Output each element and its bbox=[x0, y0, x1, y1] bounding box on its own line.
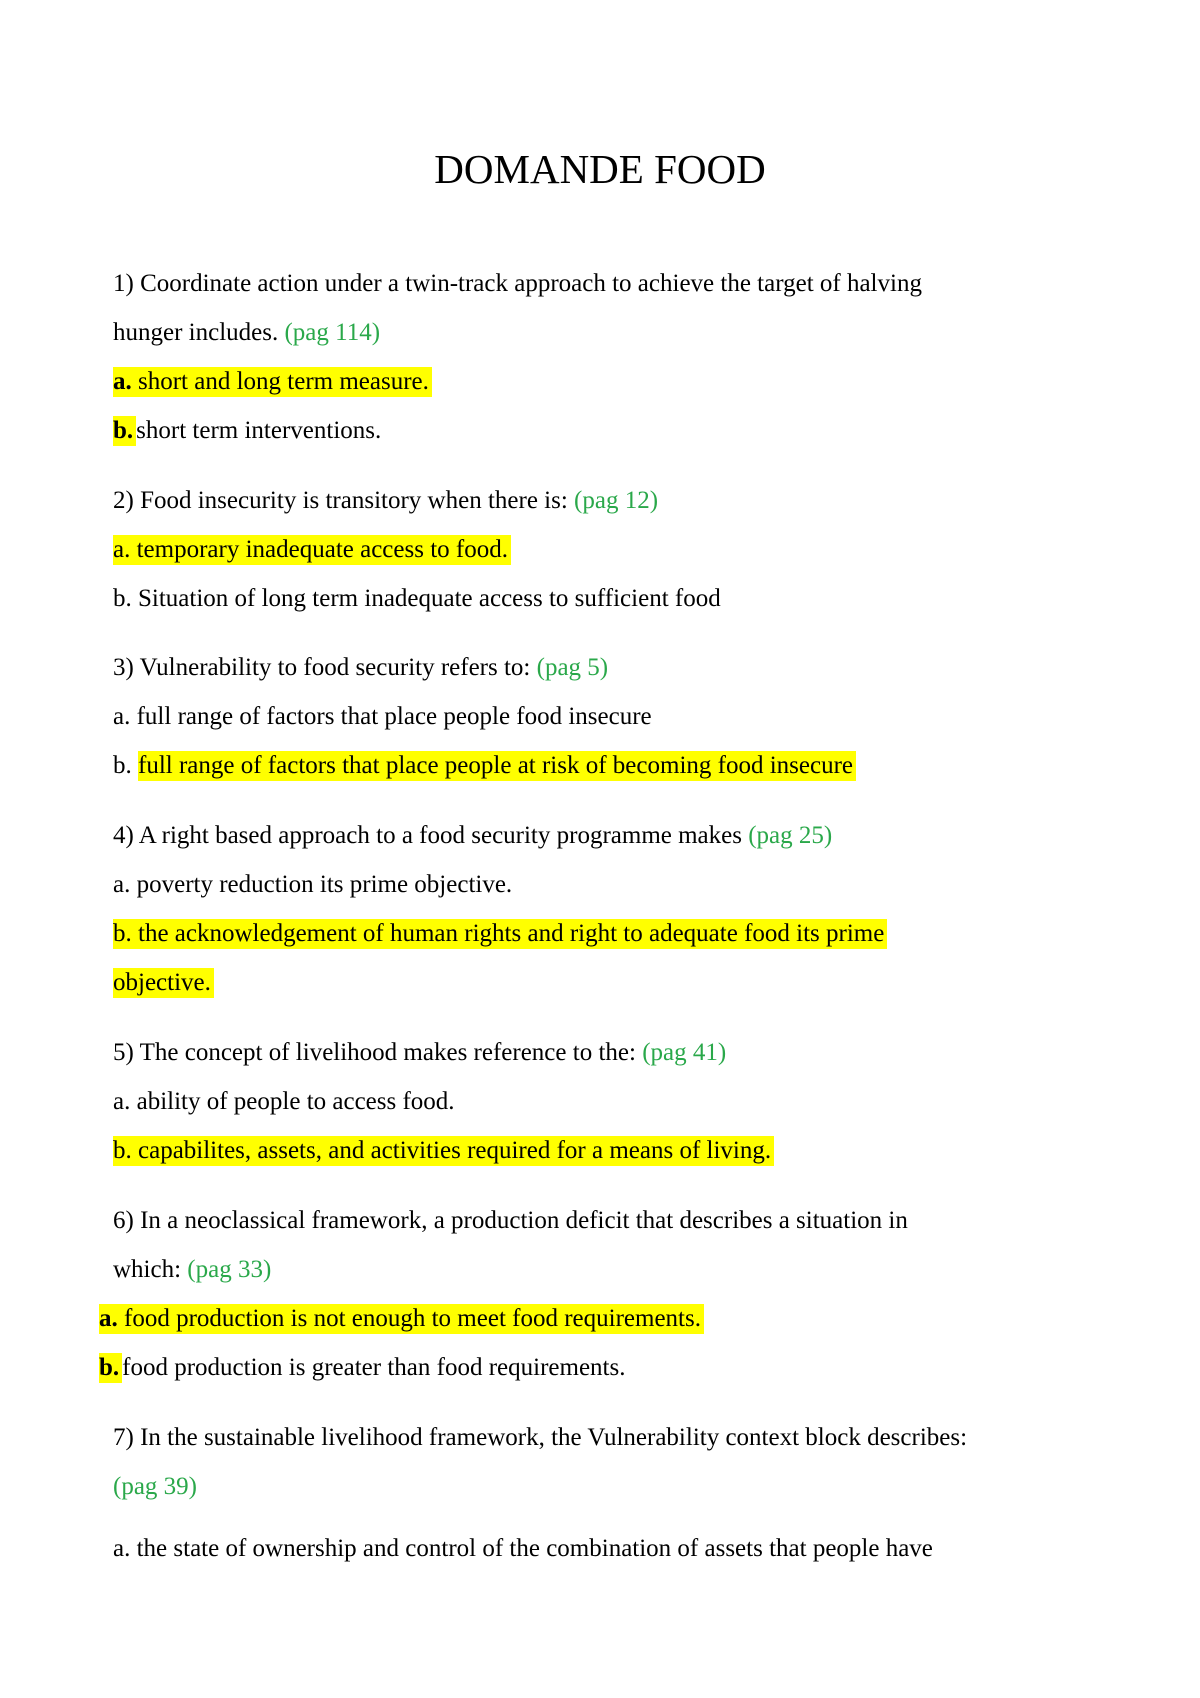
answer-a-highlight bbox=[113, 367, 432, 397]
question-2-answer-b: b. Situation of long term inadequate access to sufficient food bbox=[113, 585, 721, 612]
question-3-text: 3) Vulnerability to food security refers to: bbox=[113, 654, 531, 681]
question-7-page-ref: (pag 39) bbox=[113, 1473, 197, 1500]
answer-label: b. bbox=[113, 416, 136, 446]
answer-text: food production is greater than food requirements. bbox=[122, 1354, 626, 1381]
question-2-text: 2) Food insecurity is transitory when there is: bbox=[113, 487, 568, 514]
question-2-page-ref: (pag 12) bbox=[574, 487, 659, 514]
question-3-answer-a: a. full range of factors that place people food insecure bbox=[113, 703, 652, 730]
question-5-answer-b bbox=[113, 1134, 774, 1168]
question-4-text: 4) A right based approach to a food security programme makes bbox=[113, 822, 742, 849]
question-5-page-ref: (pag 41) bbox=[642, 1039, 727, 1066]
question-5-line-1 bbox=[113, 1036, 726, 1070]
question-7-line-1: 7) In the sustainable livelihood framework, the Vulnerability context block describes: bbox=[113, 1424, 968, 1451]
question-6-answer-b bbox=[99, 1351, 625, 1385]
question-2-line-1 bbox=[113, 484, 658, 518]
question-6-text: which: bbox=[113, 1256, 182, 1283]
answer-text: full range of factors that place people at risk of becoming food insecure bbox=[138, 751, 856, 781]
answer-label: b. bbox=[99, 1353, 122, 1383]
question-4-page-ref: (pag 25) bbox=[748, 822, 833, 849]
question-6-answer-a bbox=[99, 1302, 704, 1336]
question-1-page-ref: (pag 114) bbox=[284, 319, 381, 346]
answer-text: short term interventions. bbox=[136, 417, 382, 444]
question-2-answer-a bbox=[113, 533, 511, 567]
answer-text: b. capabilites, assets, and activities required for a means of living. bbox=[113, 1136, 774, 1166]
question-6-line-2 bbox=[113, 1253, 271, 1287]
question-5-answer-a: a. ability of people to access food. bbox=[113, 1088, 455, 1115]
answer-label: b. bbox=[113, 752, 132, 779]
answer-label: a. bbox=[113, 368, 132, 395]
question-6-line-1: 6) In a neoclassical framework, a production deficit that describes a situation in bbox=[113, 1207, 908, 1234]
question-1-line-2 bbox=[113, 316, 380, 350]
question-1-answer-a bbox=[113, 365, 432, 399]
question-7-answer-a: a. the state of ownership and control of the combination of assets that people have bbox=[113, 1535, 933, 1562]
answer-text: b. the acknowledgement of human rights and right to adequate food its prime bbox=[113, 919, 887, 949]
answer-text: food production is not enough to meet food requirements. bbox=[124, 1305, 701, 1332]
question-5-text: 5) The concept of livelihood makes reference to the: bbox=[113, 1039, 636, 1066]
question-4-answer-b-line-2 bbox=[113, 966, 214, 1000]
answer-text: objective. bbox=[113, 968, 214, 998]
question-4-answer-b-line-1 bbox=[113, 917, 887, 951]
page-title: DOMANDE FOOD bbox=[434, 146, 766, 192]
answer-a-highlight bbox=[99, 1304, 704, 1334]
answer-text: a. temporary inadequate access to food. bbox=[113, 535, 511, 565]
question-1-text: hunger includes. bbox=[113, 319, 279, 346]
question-4-line-1 bbox=[113, 819, 832, 853]
question-3-page-ref: (pag 5) bbox=[536, 654, 609, 681]
question-1-line-1: 1) Coordinate action under a twin-track approach to achieve the target of halving bbox=[113, 270, 922, 297]
question-1-answer-b bbox=[113, 414, 381, 448]
question-3-line-1 bbox=[113, 651, 608, 685]
answer-label: a. bbox=[99, 1305, 118, 1332]
answer-text: short and long term measure. bbox=[138, 368, 429, 395]
question-3-answer-b bbox=[113, 749, 856, 783]
question-6-page-ref: (pag 33) bbox=[187, 1256, 272, 1283]
question-4-answer-a: a. poverty reduction its prime objective. bbox=[113, 871, 513, 898]
question-7-page-ref-line bbox=[113, 1470, 197, 1504]
